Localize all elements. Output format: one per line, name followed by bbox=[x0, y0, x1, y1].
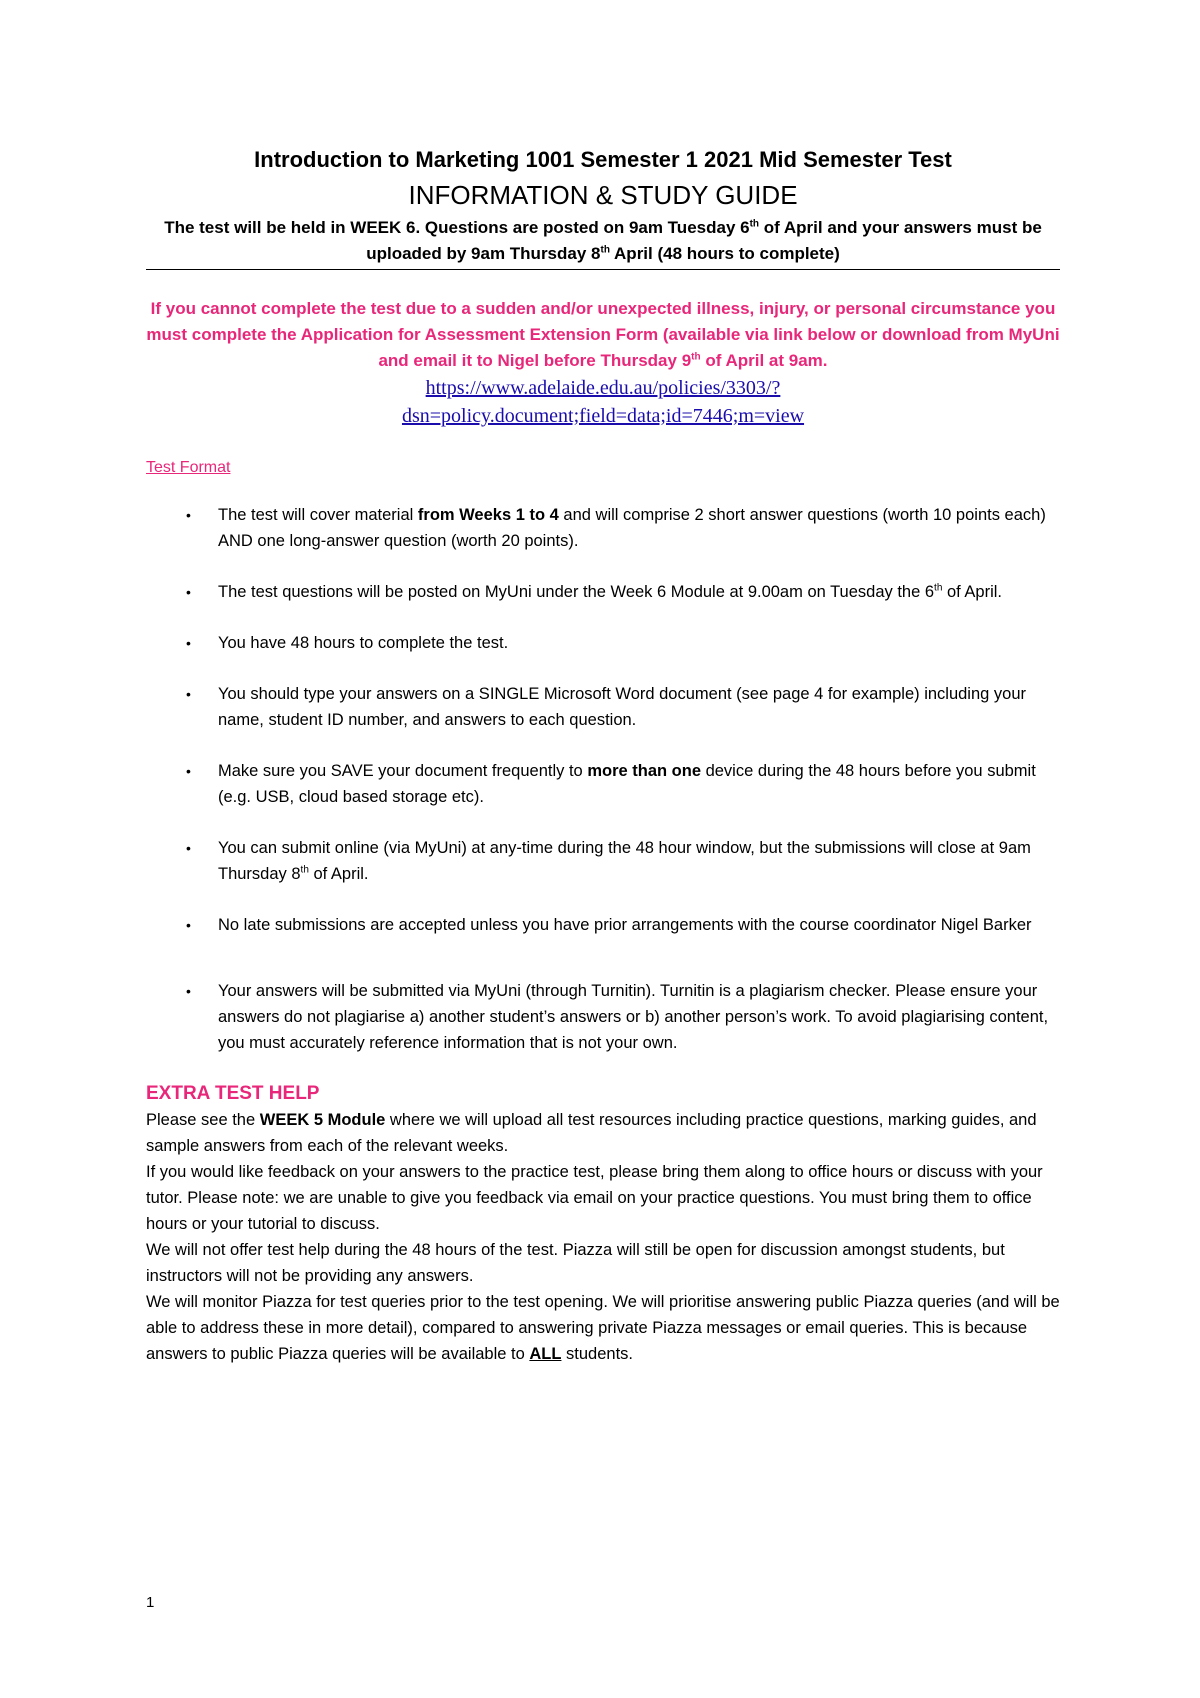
list-item: • The test questions will be posted on MyUni under the Week 6 Module at 9.00am on Tuesday the 6th of April. bbox=[146, 579, 1060, 605]
list-item: • You can submit online (via MyUni) at any-time during the 48 hour window, but the submissions will close at 9am Thursday 8th of April. bbox=[146, 835, 1060, 887]
extra-test-help-section bbox=[146, 1081, 1060, 1367]
document-subtitle: INFORMATION & STUDY GUIDE bbox=[408, 180, 798, 210]
extra-test-help-heading: EXTRA TEST HELP bbox=[146, 1083, 320, 1104]
bullet-icon: • bbox=[186, 507, 191, 523]
bullet-icon: • bbox=[186, 584, 191, 600]
bullet-icon: • bbox=[186, 763, 191, 779]
intro-paragraph: The test will be held in WEEK 6. Questions are posted on 9am Tuesday 6th of April and your answers must be uploaded by 9am Thursday 8th April (48 hours to complete) bbox=[164, 218, 1042, 263]
bullet-icon: • bbox=[186, 635, 191, 651]
header-divider bbox=[146, 269, 1060, 270]
extra-paragraph-4: We will monitor Piazza for test queries prior to the test opening. We will prioritise answering public Piazza queries (and will be able to address these in more detail), compared to answering private Piazza messages or email queries. This is because answers to public Piazza queries will be available to ALL students. bbox=[146, 1293, 1060, 1363]
list-item: • No late submissions are accepted unless you have prior arrangements with the course coordinator Nigel Barker bbox=[146, 912, 1060, 938]
list-item: • You have 48 hours to complete the test. bbox=[146, 630, 1060, 656]
list-item: • The test will cover material from Weeks 1 to 4 and will comprise 2 short answer questions (worth 10 points each) AND one long-answer question (worth 20 points). bbox=[146, 502, 1060, 554]
extra-paragraph-3: We will not offer test help during the 48 hours of the test. Piazza will still be open for discussion amongst students, but instructors will not be providing any answers. bbox=[146, 1241, 1005, 1285]
bullet-icon: • bbox=[186, 686, 191, 702]
policy-link[interactable]: https://www.adelaide.edu.au/policies/3303/? dsn=policy.document;field=data;id=7446;m=view bbox=[401, 377, 805, 427]
extension-notice: If you cannot complete the test due to a sudden and/or unexpected illness, injury, or personal circumstance you must complete the Application for Assessment Extension Form (available via link below or download from MyUni and email it to Nigel before Thursday 9th of April at 9am. bbox=[146, 299, 1060, 370]
bullet-icon: • bbox=[186, 917, 191, 933]
test-format-list bbox=[146, 502, 1060, 1056]
page-content bbox=[146, 145, 1060, 1367]
test-format-heading: Test Format bbox=[146, 459, 231, 476]
bullet-icon: • bbox=[186, 840, 191, 856]
list-item: • Your answers will be submitted via MyUni (through Turnitin). Turnitin is a plagiarism checker. Please ensure your answers do not plagiarise a) another student’s answers or b) another person’s work. To avoid plagiarising content, you must accurately reference information that is not your own. bbox=[146, 978, 1060, 1056]
bullet-icon: • bbox=[186, 983, 191, 999]
page-number: 1 bbox=[146, 1594, 155, 1611]
list-item: • You should type your answers on a SINGLE Microsoft Word document (see page 4 for example) including your name, student ID number, and answers to each question. bbox=[146, 681, 1060, 733]
extra-paragraph-1: Please see the WEEK 5 Module where we will upload all test resources including practice questions, marking guides, and sample answers from each of the relevant weeks. bbox=[146, 1111, 1037, 1155]
list-item: • Make sure you SAVE your document frequently to more than one device during the 48 hours before you submit (e.g. USB, cloud based storage etc). bbox=[146, 758, 1060, 810]
document-title: Introduction to Marketing 1001 Semester 1 2021 Mid Semester Test bbox=[254, 147, 952, 172]
policy-link-container bbox=[146, 374, 1060, 430]
extra-paragraph-2: If you would like feedback on your answers to the practice test, please bring them along to office hours or discuss with your tutor. Please note: we are unable to give you feedback via email on your practice questions. You must bring them to office hours or your tutorial to discuss. bbox=[146, 1163, 1043, 1233]
